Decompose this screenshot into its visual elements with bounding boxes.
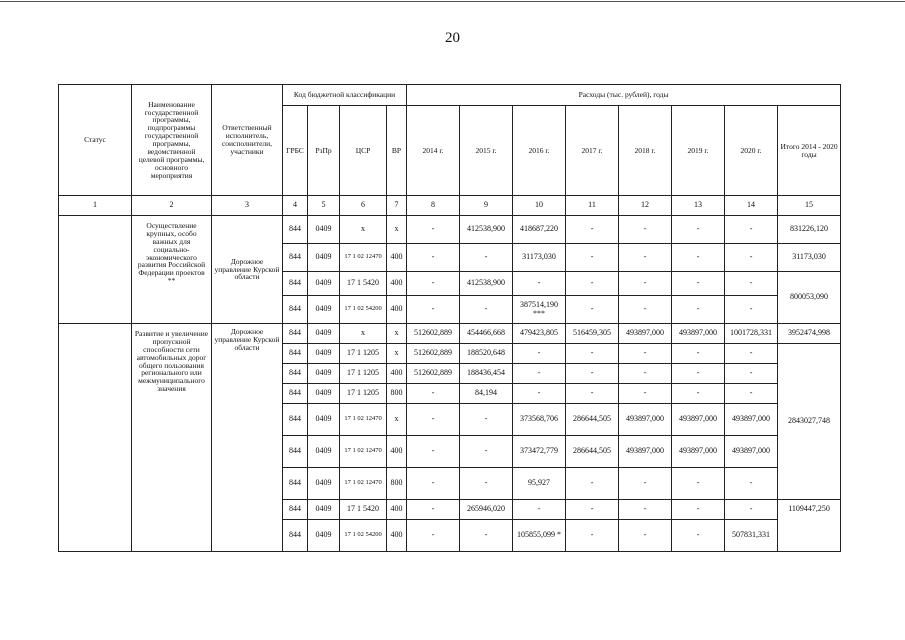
value-cell: - <box>619 244 672 272</box>
vr-cell: 400 <box>387 272 407 296</box>
value-cell: - <box>619 296 672 324</box>
value-cell: - <box>513 384 566 404</box>
csr-cell: 17 1 1205 <box>340 344 387 364</box>
value-cell: 387514,190 *** <box>513 296 566 324</box>
value-cell: - <box>566 364 619 384</box>
header-year-2015: 2015 г. <box>460 106 513 196</box>
total-cell: 2843027,748 <box>778 344 841 500</box>
value-cell: 512602,889 <box>407 324 460 344</box>
value-cell: - <box>407 520 460 552</box>
responsible-executor: Дорожное управление Курской области <box>212 324 283 552</box>
grbs-cell: 844 <box>283 244 308 272</box>
value-cell: - <box>725 384 778 404</box>
value-cell: - <box>513 500 566 520</box>
csr-cell: х <box>340 324 387 344</box>
header-status: Статус <box>59 85 132 196</box>
total-cell: 831226,120 <box>778 216 841 244</box>
rzpr-cell: 0409 <box>308 520 340 552</box>
header-year-2020: 2020 г. <box>725 106 778 196</box>
value-cell: 479423,805 <box>513 324 566 344</box>
csr-cell: 17 1 1205 <box>340 364 387 384</box>
rzpr-cell: 0409 <box>308 344 340 364</box>
value-cell: - <box>619 272 672 296</box>
value-cell: - <box>725 344 778 364</box>
value-cell: - <box>672 520 725 552</box>
value-cell: 493897,000 <box>619 436 672 468</box>
value-cell: 507831,331 <box>725 520 778 552</box>
table-row <box>59 216 841 244</box>
value-cell: 1001728,331 <box>725 324 778 344</box>
vr-cell: 400 <box>387 436 407 468</box>
total-cell: 1109447,250 <box>778 500 841 552</box>
value-cell: - <box>619 216 672 244</box>
value-cell: - <box>672 344 725 364</box>
column-number: 6 <box>340 196 387 216</box>
top-rule <box>0 1 905 2</box>
rzpr-cell: 0409 <box>308 500 340 520</box>
value-cell: - <box>619 500 672 520</box>
rzpr-cell: 0409 <box>308 436 340 468</box>
value-cell: 493897,000 <box>725 436 778 468</box>
header-year-2014: 2014 г. <box>407 106 460 196</box>
value-cell: 512602,889 <box>407 364 460 384</box>
column-number: 10 <box>513 196 566 216</box>
value-cell: - <box>407 384 460 404</box>
rzpr-cell: 0409 <box>308 404 340 436</box>
value-cell: - <box>513 272 566 296</box>
header-expenses: Расходы (тыс. рублей), годы <box>407 85 841 106</box>
grbs-cell: 844 <box>283 364 308 384</box>
column-number: 11 <box>566 196 619 216</box>
value-cell: - <box>460 520 513 552</box>
column-number: 9 <box>460 196 513 216</box>
value-cell: - <box>460 244 513 272</box>
value-cell: 512602,889 <box>407 344 460 364</box>
grbs-cell: 844 <box>283 344 308 364</box>
value-cell: - <box>460 468 513 500</box>
grbs-cell: 844 <box>283 468 308 500</box>
value-cell: 412538,900 <box>460 216 513 244</box>
value-cell: - <box>725 244 778 272</box>
value-cell: - <box>566 244 619 272</box>
value-cell: - <box>672 500 725 520</box>
column-number: 3 <box>212 196 283 216</box>
value-cell: - <box>513 344 566 364</box>
value-cell: - <box>725 216 778 244</box>
value-cell: - <box>566 500 619 520</box>
responsible-executor: Дорожное управление Курской области <box>212 216 283 324</box>
rzpr-cell: 0409 <box>308 384 340 404</box>
value-cell: - <box>460 404 513 436</box>
value-cell: - <box>672 468 725 500</box>
value-cell: 105855,099 * <box>513 520 566 552</box>
value-cell: - <box>619 364 672 384</box>
value-cell: - <box>672 244 725 272</box>
vr-cell: 400 <box>387 296 407 324</box>
value-cell: - <box>672 296 725 324</box>
value-cell: - <box>566 520 619 552</box>
header-year-2019: 2019 г. <box>672 106 725 196</box>
value-cell: - <box>407 500 460 520</box>
grbs-cell: 844 <box>283 436 308 468</box>
value-cell: - <box>407 404 460 436</box>
grbs-cell: 844 <box>283 324 308 344</box>
value-cell: 418687,220 <box>513 216 566 244</box>
rzpr-cell: 0409 <box>308 364 340 384</box>
value-cell: - <box>672 272 725 296</box>
value-cell: 412538,900 <box>460 272 513 296</box>
header-total: Итого 2014 - 2020 годы <box>778 106 841 196</box>
header-responsible: Ответственный исполнитель, соисполнители, участники <box>212 85 283 196</box>
header-year-2017: 2017 г. <box>566 106 619 196</box>
header-name: Наименование государственной программы, подпрограммы государственной программы, ведомственной целевой программы, основного мероприятия <box>132 85 212 196</box>
value-cell: - <box>460 436 513 468</box>
value-cell: - <box>619 468 672 500</box>
column-number: 7 <box>387 196 407 216</box>
value-cell: - <box>725 468 778 500</box>
header-budget-code: Код бюджетной классификации <box>283 85 407 106</box>
value-cell: 373568,706 <box>513 404 566 436</box>
header-rzpr: РзПр <box>308 106 340 196</box>
value-cell: 493897,000 <box>725 404 778 436</box>
column-number: 1 <box>59 196 132 216</box>
value-cell: - <box>725 272 778 296</box>
rzpr-cell: 0409 <box>308 296 340 324</box>
value-cell: - <box>566 216 619 244</box>
value-cell: - <box>513 364 566 384</box>
total-cell: 3952474,998 <box>778 324 841 344</box>
value-cell: 516459,305 <box>566 324 619 344</box>
vr-cell: х <box>387 216 407 244</box>
value-cell: 493897,000 <box>672 404 725 436</box>
grbs-cell: 844 <box>283 500 308 520</box>
value-cell: 95,927 <box>513 468 566 500</box>
value-cell: - <box>619 384 672 404</box>
csr-cell: 17 1 5420 <box>340 500 387 520</box>
header-grbs: ГРБС <box>283 106 308 196</box>
grbs-cell: 844 <box>283 272 308 296</box>
value-cell: - <box>672 384 725 404</box>
column-number: 5 <box>308 196 340 216</box>
value-cell: - <box>407 216 460 244</box>
rzpr-cell: 0409 <box>308 216 340 244</box>
column-number-row <box>59 196 841 216</box>
value-cell: - <box>619 344 672 364</box>
value-cell: 286644,505 <box>566 404 619 436</box>
vr-cell: 400 <box>387 364 407 384</box>
value-cell: - <box>672 216 725 244</box>
csr-cell: 17 1 02 12470 <box>340 244 387 272</box>
page-number: 20 <box>445 30 460 46</box>
value-cell: - <box>566 296 619 324</box>
csr-cell: 17 1 1205 <box>340 384 387 404</box>
value-cell: - <box>725 364 778 384</box>
vr-cell: х <box>387 404 407 436</box>
value-cell: 493897,000 <box>672 436 725 468</box>
table-row <box>59 324 841 344</box>
column-number: 4 <box>283 196 308 216</box>
value-cell: 493897,000 <box>672 324 725 344</box>
grbs-cell: 844 <box>283 296 308 324</box>
value-cell: - <box>566 384 619 404</box>
value-cell: 188436,454 <box>460 364 513 384</box>
csr-cell: 17 1 02 54200 <box>340 296 387 324</box>
value-cell: 493897,000 <box>619 404 672 436</box>
value-cell: 265946,020 <box>460 500 513 520</box>
value-cell: 84,194 <box>460 384 513 404</box>
budget-table <box>58 84 841 552</box>
value-cell: - <box>672 364 725 384</box>
value-cell: 454466,668 <box>460 324 513 344</box>
column-number: 14 <box>725 196 778 216</box>
value-cell: - <box>407 468 460 500</box>
rzpr-cell: 0409 <box>308 272 340 296</box>
value-cell: 493897,000 <box>619 324 672 344</box>
value-cell: - <box>725 296 778 324</box>
rzpr-cell: 0409 <box>308 244 340 272</box>
rzpr-cell: 0409 <box>308 468 340 500</box>
value-cell: - <box>407 296 460 324</box>
vr-cell: х <box>387 344 407 364</box>
value-cell: 373472,779 <box>513 436 566 468</box>
vr-cell: 400 <box>387 500 407 520</box>
value-cell: - <box>725 500 778 520</box>
csr-cell: х <box>340 216 387 244</box>
csr-cell: 17 1 02 12470 <box>340 468 387 500</box>
csr-cell: 17 1 5420 <box>340 272 387 296</box>
value-cell: - <box>566 272 619 296</box>
value-cell: - <box>407 436 460 468</box>
value-cell: - <box>619 520 672 552</box>
csr-cell: 17 1 02 54200 <box>340 520 387 552</box>
csr-cell: 17 1 02 12470 <box>340 404 387 436</box>
status-cell <box>59 216 132 324</box>
value-cell: - <box>407 244 460 272</box>
vr-cell: 800 <box>387 384 407 404</box>
value-cell: - <box>566 344 619 364</box>
value-cell: - <box>566 468 619 500</box>
value-cell: 286644,505 <box>566 436 619 468</box>
column-number: 15 <box>778 196 841 216</box>
status-cell <box>59 324 132 552</box>
vr-cell: 400 <box>387 520 407 552</box>
value-cell: 31173,030 <box>513 244 566 272</box>
column-number: 2 <box>132 196 212 216</box>
column-number: 12 <box>619 196 672 216</box>
value-cell: - <box>407 272 460 296</box>
grbs-cell: 844 <box>283 216 308 244</box>
header-vr: ВР <box>387 106 407 196</box>
column-number: 13 <box>672 196 725 216</box>
vr-cell: 800 <box>387 468 407 500</box>
rzpr-cell: 0409 <box>308 324 340 344</box>
grbs-cell: 844 <box>283 520 308 552</box>
header-year-2018: 2018 г. <box>619 106 672 196</box>
activity-name: Развитие и увеличение пропускной способности сети автомобильных дорог общего пользования регионального или межмуниципального значения <box>132 324 212 552</box>
column-number: 8 <box>407 196 460 216</box>
csr-cell: 17 1 02 12470 <box>340 436 387 468</box>
vr-cell: х <box>387 324 407 344</box>
grbs-cell: 844 <box>283 404 308 436</box>
vr-cell: 400 <box>387 244 407 272</box>
activity-name: Осуществление крупных, особо важных для социально-экономического развития Российской Федерации проектов ** <box>132 216 212 324</box>
header-csr: ЦСР <box>340 106 387 196</box>
total-cell: 800053,090 <box>778 272 841 324</box>
value-cell: 188520,648 <box>460 344 513 364</box>
header-year-2016: 2016 г. <box>513 106 566 196</box>
total-cell: 31173,030 <box>778 244 841 272</box>
value-cell: - <box>460 296 513 324</box>
grbs-cell: 844 <box>283 384 308 404</box>
